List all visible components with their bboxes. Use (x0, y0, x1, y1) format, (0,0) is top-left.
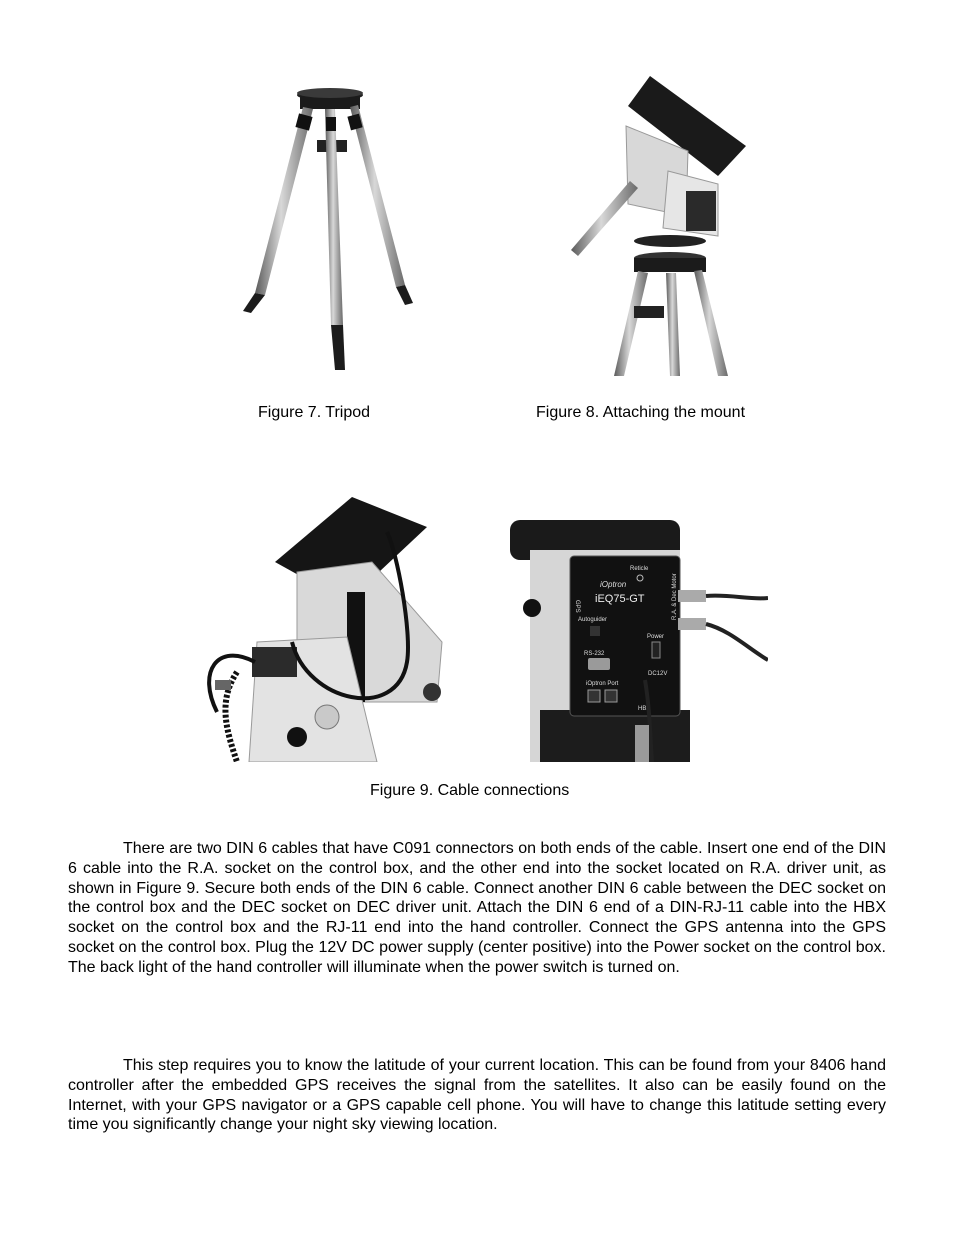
autoguider-port-icon (590, 626, 600, 636)
figure-9-mount-cables-photo (197, 492, 449, 762)
control-box-port-label: iOptron Port (586, 681, 619, 687)
control-box-dc-label: DC12V (648, 671, 668, 677)
power-switch-icon (652, 642, 660, 658)
figure-7-tripod-photo (225, 85, 415, 380)
control-box-reticle-label: Reticle (630, 566, 649, 572)
control-box-hbx-label: HBX (638, 706, 651, 712)
control-box-rs232-label: RS-232 (584, 651, 605, 657)
figure-7-caption: Figure 7. Tripod (258, 404, 371, 421)
iop-port-left-icon (588, 690, 600, 702)
figure-9-control-box-photo (510, 520, 768, 762)
iop-port-right-icon (605, 690, 617, 702)
control-box-gps-label: GPS (574, 600, 580, 613)
latitude-paragraph: This step requires you to know the latitude of your current location. This can be found from your 8406 hand controller after the embedded GPS receives the signal from the satellites. It also can be easily found on the Internet, with your GPS navigator or a GPS capable cell phone. You will have to change this latitude setting every time you significantly change your night sky viewing location. (68, 1057, 886, 1134)
figure-8-mount-on-tripod-photo (568, 76, 748, 376)
rs232-port-icon (588, 658, 610, 670)
control-box-power-label: Power (647, 634, 665, 640)
control-box-brand: iOptron (600, 580, 627, 589)
control-box-autoguider-label: Autoguider (578, 617, 608, 623)
figure-8-caption: Figure 8. Attaching the mount (536, 404, 746, 421)
control-box-motor-label: R.A. & Dec Motor (672, 573, 678, 620)
control-box-model: iEQ75-GT (595, 593, 645, 605)
cable-connection-paragraph: There are two DIN 6 cables that have C091 connectors on both ends of the cable. Insert one end of the DIN 6 cable into the R.A. socket on the control box, and the other end into the socket located on R.A. driver unit, as shown in Figure 9. Secure both ends of the DIN 6 cable. Connect another DIN 6 cable between the DEC socket on the control box and the DEC socket on DEC driver unit. Attach the DIN 6 end of a DIN-RJ-11 cable into the HBX socket on the control box and the RJ-11 end into the hand controller. Connect the GPS antenna into the GPS socket on the control box. Plug the 12V DC power supply (center positive) into the Power socket on the control box. The back light of the hand controller will illuminate when the power switch is turned on. (68, 840, 886, 976)
figure-9-caption: Figure 9. Cable connections (370, 782, 570, 799)
